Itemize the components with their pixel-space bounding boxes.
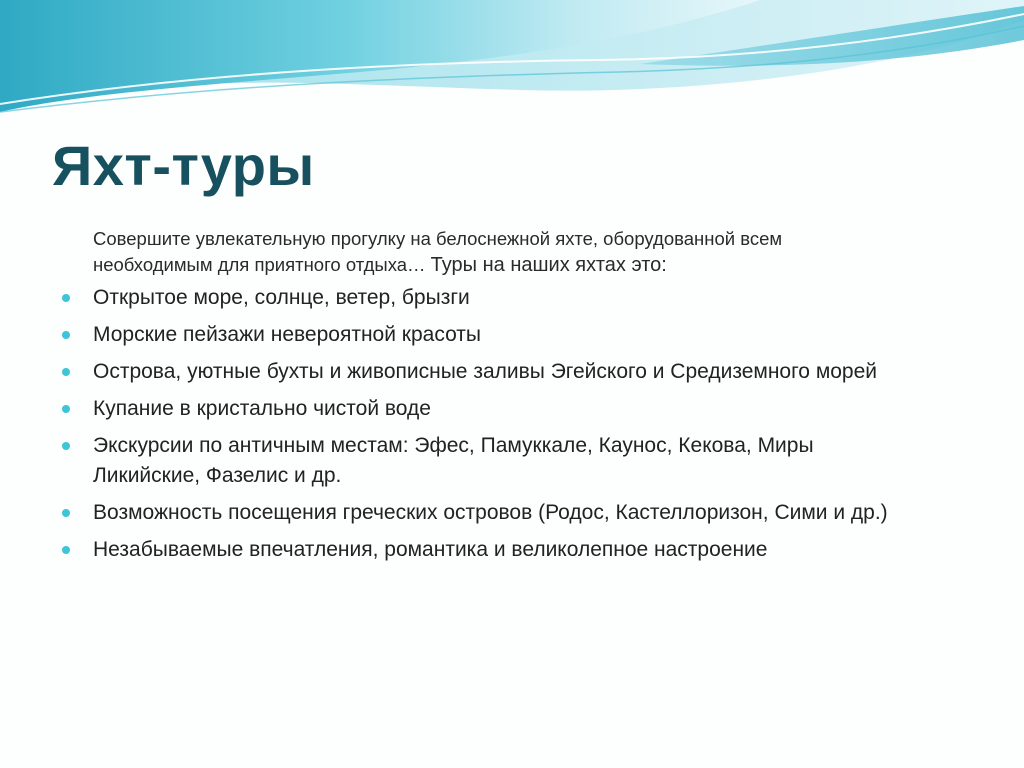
bullet-item xyxy=(60,498,920,528)
intro-tours: Туры на наших яхтах это: xyxy=(430,254,667,276)
intro-line-2: необходимым для приятного отдыха… xyxy=(93,254,426,275)
bullet-item xyxy=(60,431,920,491)
circle-bullet-icon xyxy=(62,442,70,450)
bullet-item xyxy=(60,394,920,424)
bullet-text: Экскурсии по античным местам: Эфес, Памуккале, Каунос, Кекова, Миры Ликийские, Фазелис и др. xyxy=(93,434,814,487)
circle-bullet-icon xyxy=(62,294,70,302)
bullet-text: Острова, уютные бухты и живописные заливы Эгейского и Средиземного морей xyxy=(93,360,878,383)
intro-line-1: Совершите увлекательную прогулку на белоснежной яхте, оборудованной всем xyxy=(93,228,783,249)
bullet-text: Незабываемые впечатления, романтика и великолепное настроение xyxy=(93,538,768,561)
bullet-text: Открытое море, солнце, ветер, брызги xyxy=(93,286,470,309)
bullet-item xyxy=(60,283,920,313)
bullet-text: Купание в кристально чистой воде xyxy=(93,397,431,420)
bullet-item xyxy=(60,320,920,350)
circle-bullet-icon xyxy=(62,546,70,554)
bullet-list xyxy=(60,283,920,572)
bullet-item xyxy=(60,357,920,387)
intro-text xyxy=(93,226,893,278)
slide-title: Яхт-туры xyxy=(52,134,315,197)
wave-decoration xyxy=(0,0,1024,130)
bullet-text: Возможность посещения греческих островов (Родос, Кастеллоризон, Сими и др.) xyxy=(93,501,888,524)
circle-bullet-icon xyxy=(62,405,70,413)
bullet-text: Морские пейзажи невероятной красоты xyxy=(93,323,481,346)
circle-bullet-icon xyxy=(62,331,70,339)
bullet-item xyxy=(60,535,920,565)
circle-bullet-icon xyxy=(62,368,70,376)
circle-bullet-icon xyxy=(62,509,70,517)
